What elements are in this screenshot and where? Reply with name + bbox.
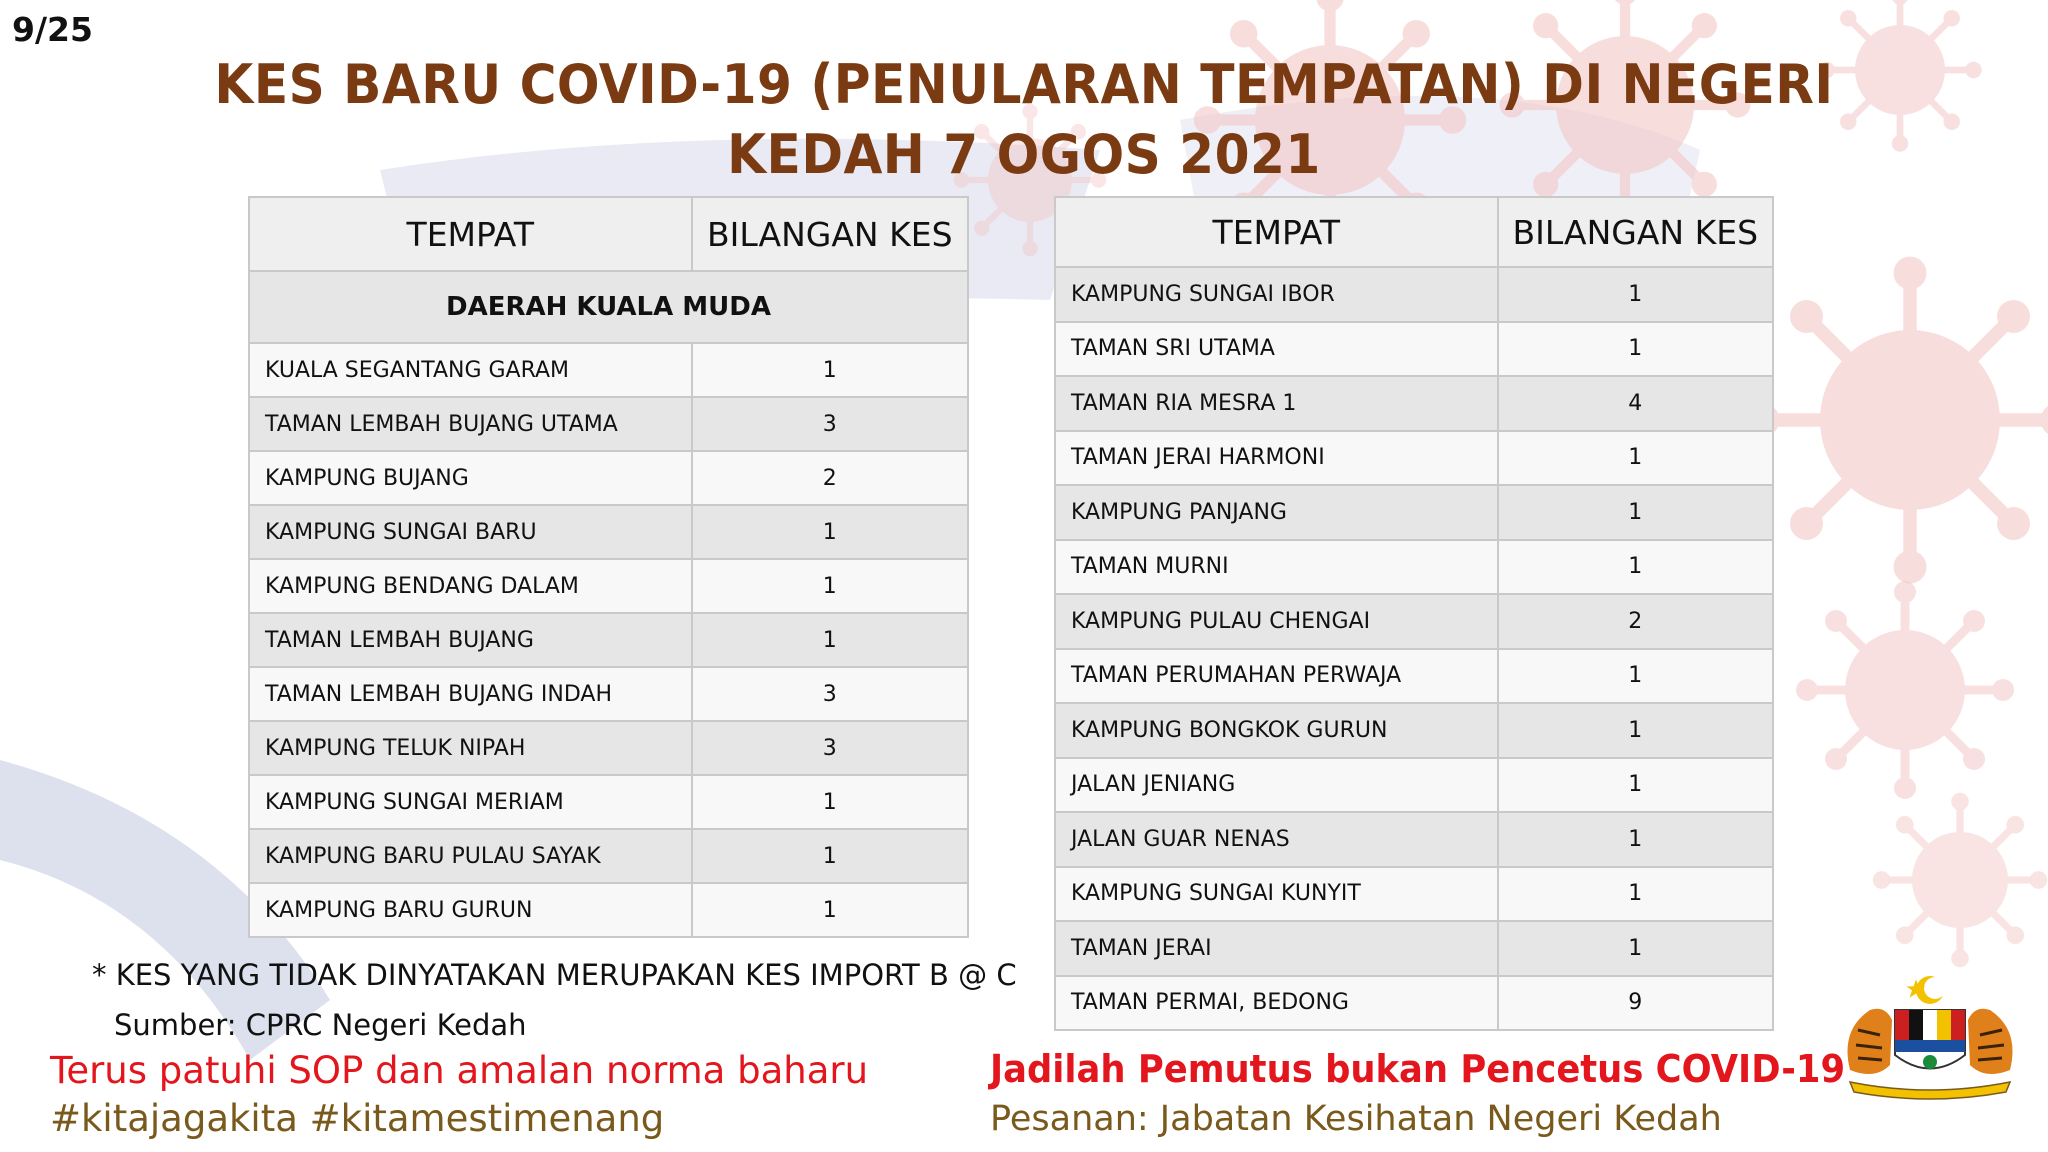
place-cell: KAMPUNG PULAU CHENGAI — [1055, 594, 1498, 649]
table-row — [249, 343, 968, 397]
table-header-row — [249, 197, 968, 271]
place-cell: TAMAN MURNI — [1055, 540, 1498, 595]
place-cell: KAMPUNG BUJANG — [249, 451, 692, 505]
place-cell: KAMPUNG SUNGAI BARU — [249, 505, 692, 559]
count-cell: 1 — [1498, 758, 1773, 813]
place-cell: TAMAN RIA MESRA 1 — [1055, 376, 1498, 431]
place-cell: TAMAN LEMBAH BUJANG — [249, 613, 692, 667]
table-row — [249, 505, 968, 559]
malaysia-coat-of-arms-icon — [1830, 970, 2030, 1100]
count-cell: 1 — [1498, 703, 1773, 758]
district-name: DAERAH KUALA MUDA — [249, 271, 968, 343]
table-row — [249, 613, 968, 667]
table-row — [249, 721, 968, 775]
count-cell: 1 — [692, 883, 968, 937]
message-from-department: Pesanan: Jabatan Kesihatan Negeri Kedah — [990, 1099, 1722, 1139]
hashtags: #kitajagakita #kitamestimenang — [50, 1097, 665, 1140]
crescent-star-icon — [1906, 976, 1946, 1004]
table-row — [1055, 976, 1773, 1031]
table-row — [249, 559, 968, 613]
header-place: TEMPAT — [249, 197, 692, 271]
count-cell: 1 — [1498, 431, 1773, 486]
table-row — [249, 397, 968, 451]
place-cell: TAMAN LEMBAH BUJANG INDAH — [249, 667, 692, 721]
motto-ribbon-icon — [1850, 1082, 2010, 1099]
count-cell: 2 — [692, 451, 968, 505]
header-case-count: BILANGAN KES — [692, 197, 968, 271]
count-cell: 1 — [1498, 921, 1773, 976]
count-cell: 1 — [1498, 649, 1773, 704]
table-row — [1055, 649, 1773, 704]
count-cell: 3 — [692, 721, 968, 775]
count-cell: 3 — [692, 667, 968, 721]
place-cell: JALAN JENIANG — [1055, 758, 1498, 813]
slogan: Jadilah Pemutus bukan Pencetus COVID-19 — [990, 1047, 1846, 1091]
count-cell: 1 — [1498, 267, 1773, 322]
count-cell: 1 — [692, 613, 968, 667]
district-row — [249, 271, 968, 343]
table-row — [1055, 485, 1773, 540]
count-cell: 1 — [1498, 485, 1773, 540]
count-cell: 9 — [1498, 976, 1773, 1031]
table-header-row — [1055, 197, 1773, 267]
place-cell: KAMPUNG SUNGAI KUNYIT — [1055, 867, 1498, 922]
count-cell: 1 — [1498, 322, 1773, 377]
tiger-left-icon — [1848, 1009, 1893, 1074]
place-cell: TAMAN JERAI — [1055, 921, 1498, 976]
place-cell: KAMPUNG SUNGAI IBOR — [1055, 267, 1498, 322]
table-row — [249, 775, 968, 829]
left-cases-table — [248, 196, 969, 938]
import-case-note: * KES YANG TIDAK DINYATAKAN MERUPAKAN KES IMPORT B @ C — [92, 958, 1017, 992]
count-cell: 1 — [692, 829, 968, 883]
source-text: Sumber: CPRC Negeri Kedah — [114, 1008, 527, 1042]
table-row — [1055, 703, 1773, 758]
count-cell: 1 — [692, 343, 968, 397]
table-row — [1055, 540, 1773, 595]
place-cell: KUALA SEGANTANG GARAM — [249, 343, 692, 397]
right-cases-table — [1054, 196, 1774, 1031]
count-cell: 4 — [1498, 376, 1773, 431]
title-line-1: KES BARU COVID-19 (PENULARAN TEMPATAN) DI NEGERI — [214, 53, 1834, 116]
count-cell: 1 — [692, 559, 968, 613]
place-cell: KAMPUNG BENDANG DALAM — [249, 559, 692, 613]
shield-icon — [1895, 1010, 1965, 1069]
page-title — [72, 50, 1977, 190]
place-cell: TAMAN PERMAI, BEDONG — [1055, 976, 1498, 1031]
tiger-right-icon — [1968, 1009, 2013, 1074]
header-place: TEMPAT — [1055, 197, 1498, 267]
table-row — [1055, 431, 1773, 486]
count-cell: 1 — [1498, 812, 1773, 867]
table-row — [1055, 758, 1773, 813]
place-cell: TAMAN SRI UTAMA — [1055, 322, 1498, 377]
place-cell: KAMPUNG PANJANG — [1055, 485, 1498, 540]
table-row — [1055, 267, 1773, 322]
place-cell: TAMAN JERAI HARMONI — [1055, 431, 1498, 486]
table-row — [249, 667, 968, 721]
count-cell: 1 — [1498, 867, 1773, 922]
count-cell: 1 — [1498, 540, 1773, 595]
count-cell: 1 — [692, 505, 968, 559]
table-row — [1055, 594, 1773, 649]
place-cell: TAMAN LEMBAH BUJANG UTAMA — [249, 397, 692, 451]
page-number: 9/25 — [12, 10, 93, 49]
count-cell: 3 — [692, 397, 968, 451]
place-cell: KAMPUNG BONGKOK GURUN — [1055, 703, 1498, 758]
place-cell: JALAN GUAR NENAS — [1055, 812, 1498, 867]
place-cell: KAMPUNG SUNGAI MERIAM — [249, 775, 692, 829]
table-row — [1055, 812, 1773, 867]
place-cell: KAMPUNG BARU GURUN — [249, 883, 692, 937]
table-row — [249, 829, 968, 883]
table-row — [1055, 376, 1773, 431]
place-cell: KAMPUNG TELUK NIPAH — [249, 721, 692, 775]
place-cell: TAMAN PERUMAHAN PERWAJA — [1055, 649, 1498, 704]
title-line-2: KEDAH 7 OGOS 2021 — [727, 123, 1321, 186]
table-row — [249, 883, 968, 937]
table-row — [1055, 867, 1773, 922]
place-cell: KAMPUNG BARU PULAU SAYAK — [249, 829, 692, 883]
table-row — [1055, 322, 1773, 377]
sop-message: Terus patuhi SOP dan amalan norma baharu — [50, 1049, 869, 1092]
table-row — [249, 451, 968, 505]
count-cell: 1 — [692, 775, 968, 829]
header-case-count: BILANGAN KES — [1498, 197, 1773, 267]
table-row — [1055, 921, 1773, 976]
count-cell: 2 — [1498, 594, 1773, 649]
